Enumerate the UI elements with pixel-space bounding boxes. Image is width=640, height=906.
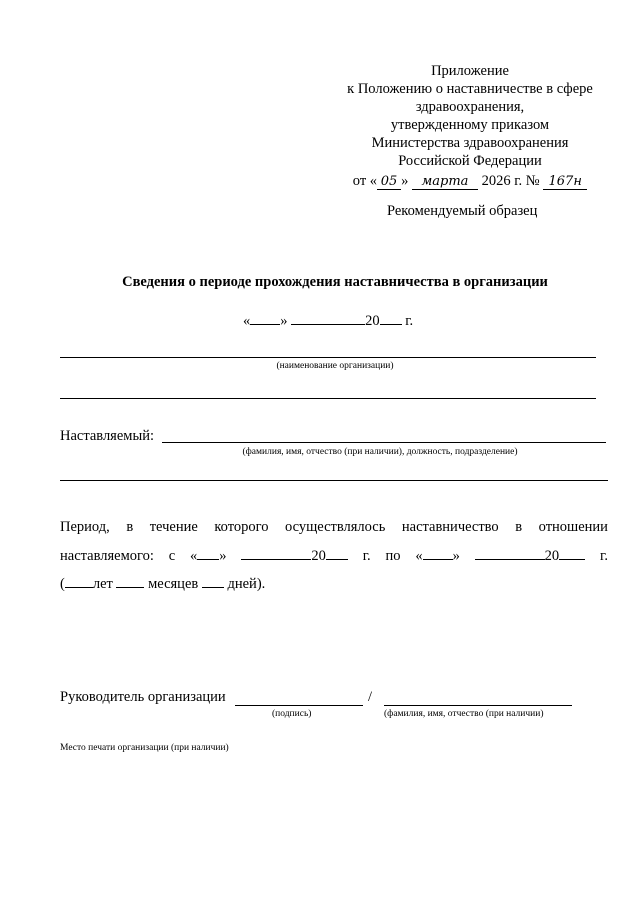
signature-slash: / <box>368 689 373 705</box>
order-date-line: от « 05 » марта 2026 г. № 167н <box>330 172 610 190</box>
period-paragraph <box>60 519 608 593</box>
order-number: 167н <box>543 175 587 190</box>
months-blank[interactable] <box>116 574 144 588</box>
signatory-name-line[interactable] <box>384 705 572 706</box>
from-day-blank[interactable] <box>197 546 219 560</box>
days-blank[interactable] <box>202 574 224 588</box>
mentee-line-2[interactable] <box>60 480 608 481</box>
recommended-sample-label: Рекомендуемый образец <box>387 203 538 219</box>
stamp-place-note: Место печати организации (при наличии) <box>60 743 229 753</box>
organization-caption: (наименование организации) <box>276 361 394 371</box>
period-row-1: Период, в течение которого осуществлялось наставничество в отношении <box>60 519 608 535</box>
to-year-blank[interactable] <box>559 546 585 560</box>
month-blank[interactable] <box>291 311 365 325</box>
period-row-2: наставляемого: с « » 20 г. по « » 20 г. <box>60 548 608 564</box>
date-line: « » 20 г. <box>243 313 414 329</box>
to-month-blank[interactable] <box>475 546 545 560</box>
appendix-line: Российской Федерации <box>398 153 542 169</box>
organization-name-line[interactable] <box>60 357 596 358</box>
mentee-caption: (фамилия, имя, отчество (при наличии), должность, подразделение) <box>242 447 518 457</box>
from-month-blank[interactable] <box>241 546 311 560</box>
day-blank[interactable] <box>250 311 280 325</box>
period-row-3: ( лет месяцев дней). <box>60 576 266 592</box>
to-day-blank[interactable] <box>423 546 453 560</box>
order-month: марта <box>412 175 478 190</box>
year-blank[interactable] <box>380 311 402 325</box>
signature-label: Руководитель организации <box>60 689 226 705</box>
appendix-line: здравоохранения, <box>415 99 525 115</box>
document-title: Сведения о периоде прохождения наставничества в организации <box>122 274 548 290</box>
signature-line[interactable] <box>235 705 363 706</box>
from-year-blank[interactable] <box>326 546 348 560</box>
appendix-header <box>330 62 610 190</box>
appendix-line: Приложение <box>431 63 509 79</box>
signatory-name-caption: (фамилия, имя, отчество (при наличии) <box>384 709 544 719</box>
appendix-line: утвержденному приказом <box>390 117 550 133</box>
signature-caption: (подпись) <box>272 709 312 719</box>
order-day: 05 <box>377 175 401 190</box>
mentee-line[interactable] <box>162 442 606 443</box>
appendix-line: Министерства здравоохранения <box>371 135 569 151</box>
organization-name-line-2[interactable] <box>60 398 596 399</box>
appendix-line: к Положению о наставничестве в сфере <box>347 81 593 97</box>
years-blank[interactable] <box>65 574 93 588</box>
mentee-label: Наставляемый: <box>60 428 154 444</box>
